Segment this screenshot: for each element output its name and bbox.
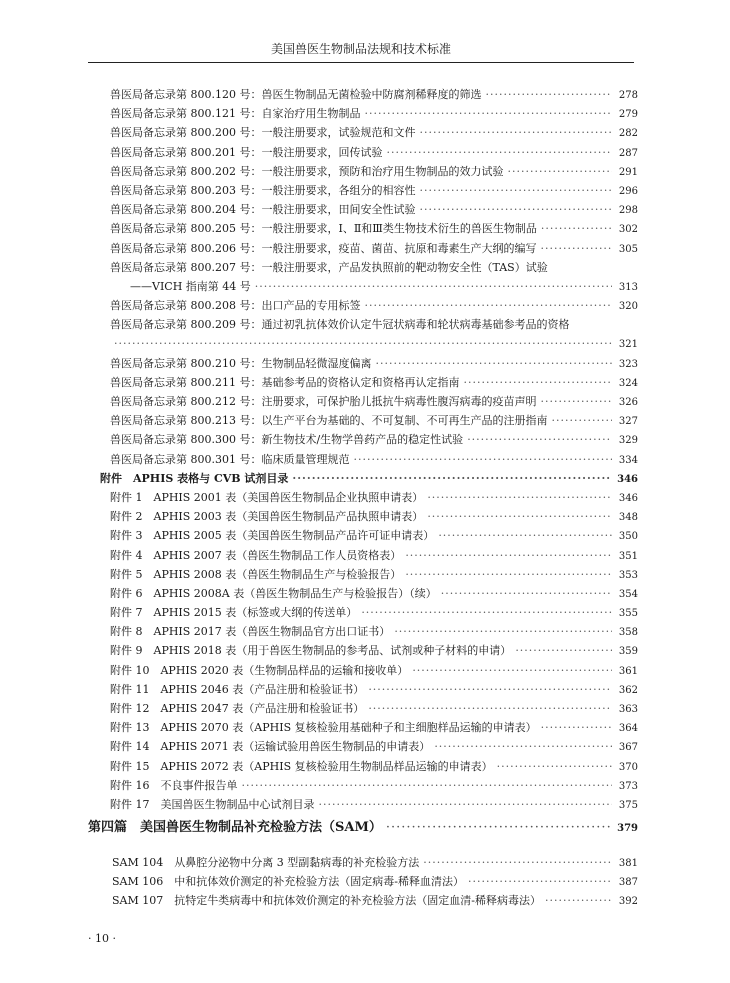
leader-dots	[353, 450, 612, 469]
entry-page-number: 302	[618, 224, 638, 236]
toc-entry[interactable]	[110, 641, 638, 660]
entry-title: 兽医局备忘录第 800.204 号：一般注册要求，田间安全性试验	[110, 203, 416, 217]
toc-entry[interactable]	[110, 718, 638, 737]
entry-title: 附件 15 APHIS 2072 表（APHIS 复核检验用生物制品样品运输的申请表）	[110, 759, 493, 773]
toc-entry[interactable]	[110, 200, 638, 219]
entry-page-number: 282	[618, 128, 638, 140]
leader-dots	[441, 584, 612, 603]
entry-title: 兽医局备忘录第 800.211 号：基础参考品的资格认定和资格再认定指南	[110, 375, 460, 389]
entry-title: 附件 9 APHIS 2018 表（用于兽医生物制品的参考品、试剂或种子材料的申请）	[110, 644, 512, 658]
toc-entry[interactable]	[110, 507, 638, 526]
leader-dots	[551, 411, 612, 430]
entry-title: 兽医局备忘录第 800.207 号：一般注册要求，产品发执照前的靶动物安全性（TAS）试验	[110, 260, 548, 274]
entry-title: 附件 11 APHIS 2046 表（产品注册和检验证书）	[110, 682, 365, 696]
entry-title: 兽医局备忘录第 800.206 号：一般注册要求，疫苗、菌苗、抗原和毒素生产大纲的编写	[110, 241, 537, 255]
toc-entry[interactable]	[110, 661, 638, 680]
entry-title: 兽医局备忘录第 800.300 号：新生物技术/生物学兽药产品的稳定性试验	[110, 433, 464, 447]
entry-page-number: 362	[618, 684, 638, 696]
toc-entry[interactable]	[112, 872, 638, 891]
entry-page-number: 324	[618, 377, 638, 389]
entry-page-number: 373	[618, 780, 638, 792]
entry-title: 兽医局备忘录第 800.209 号：通过初乳抗体效价认定牛冠状病毒和轮状病毒基础参考品的资格	[110, 318, 570, 332]
leader-dots	[319, 795, 613, 814]
entry-page-number: 279	[618, 109, 638, 121]
entry-title: 兽医局备忘录第 800.200 号：一般注册要求，试验规范和文件	[110, 126, 416, 140]
toc-entry[interactable]	[110, 239, 638, 258]
leader-dots	[540, 239, 612, 258]
entry-page-number: 278	[618, 90, 638, 101]
leader-dots	[541, 219, 612, 238]
leader-dots	[364, 296, 612, 315]
entry-page-number: 363	[618, 704, 638, 715]
leader-dots	[364, 104, 612, 123]
toc-entry[interactable]	[110, 430, 638, 449]
toc-entry[interactable]	[110, 622, 638, 641]
leader-dots	[434, 737, 612, 756]
entry-title: ——VICH 指南第 44 号	[130, 279, 251, 293]
entry-page-number: 327	[618, 416, 638, 428]
toc-part-heading[interactable]	[88, 816, 638, 835]
leader-dots	[541, 718, 612, 737]
leader-dots	[463, 373, 612, 392]
entry-title: 附件 16 不良事件报告单	[110, 778, 238, 792]
entry-title: 附件 12 APHIS 2047 表（产品注册和检验证书）	[110, 702, 365, 715]
entry-title: 附件 10 APHIS 2020 表（生物制品样品的运输和接收单）	[110, 663, 409, 677]
toc-entry[interactable]	[110, 85, 638, 104]
part-title: 第四篇 美国兽医生物制品补充检验方法（SAM）	[88, 820, 382, 835]
leader-dots	[419, 200, 612, 219]
entry-page-number: 351	[618, 550, 638, 562]
entry-title: 兽医局备忘录第 800.212 号：注册要求，可保护胎儿抵抗牛病毒性腹泻病毒的疫苗声明	[110, 395, 537, 408]
leader-dots	[368, 680, 612, 699]
entry-page-number: 354	[618, 588, 638, 600]
leader-dots	[114, 334, 612, 353]
leader-dots	[423, 853, 612, 872]
leader-dots	[485, 85, 612, 104]
entry-title: 附件 1 APHIS 2001 表（美国兽医生物制品企业执照申请表）	[110, 490, 424, 504]
entry-title: 附件 3 APHIS 2005 表（美国兽医生物制品产品许可证申请表）	[110, 529, 435, 543]
leader-dots	[468, 872, 612, 891]
toc-entry[interactable]	[110, 181, 638, 200]
toc-entry[interactable]	[110, 680, 638, 699]
leader-dots	[368, 699, 612, 718]
toc-entry[interactable]	[110, 373, 638, 392]
running-header	[88, 40, 634, 63]
toc-entry[interactable]	[110, 546, 638, 565]
entry-page-number: 392	[618, 896, 638, 908]
entry-page-number: 361	[618, 665, 638, 677]
entry-title: 兽医局备忘录第 800.202 号：一般注册要求，预防和治疗用生物制品的效力试验	[110, 164, 504, 178]
toc-entry[interactable]	[110, 315, 638, 334]
entry-page-number: 353	[618, 569, 638, 581]
entry-page-number: 350	[618, 531, 638, 543]
toc-entry[interactable]	[110, 737, 638, 756]
leader-dots	[255, 277, 612, 296]
toc-entry[interactable]	[110, 392, 638, 411]
toc-entry[interactable]	[110, 354, 638, 373]
entry-title: 附件 7 APHIS 2015 表（标签或大纲的传送单）	[110, 606, 358, 620]
leader-dots	[375, 354, 612, 373]
leader-dots	[394, 622, 612, 641]
toc-entry[interactable]	[110, 526, 638, 545]
leader-dots	[515, 641, 612, 660]
toc-entry[interactable]	[110, 334, 638, 353]
toc-entry[interactable]	[110, 565, 638, 584]
entry-page-number: 375	[618, 799, 638, 811]
entry-title: 附件 14 APHIS 2071 表（运输试验用兽医生物制品的申请表）	[110, 740, 431, 754]
leader-dots	[438, 526, 612, 545]
entry-title: 附件 2 APHIS 2003 表（美国兽医生物制品产品执照申请表）	[110, 510, 424, 524]
leader-dots	[386, 820, 612, 835]
leader-dots	[405, 565, 612, 584]
leader-dots	[507, 162, 612, 181]
entry-page-number: 359	[618, 646, 638, 658]
entry-page-number: 387	[618, 877, 638, 889]
page-number: · 10 ·	[88, 932, 116, 945]
toc-entry[interactable]	[112, 891, 638, 910]
entry-page-number: 370	[618, 761, 638, 773]
entry-title: 兽医局备忘录第 800.205 号：一般注册要求，Ⅰ、Ⅱ和Ⅲ类生物技术衍生的兽医生物制品	[110, 222, 537, 236]
entry-title: 附件 13 APHIS 2070 表（APHIS 复核检验用基础种子和主细胞样品运输的申请表）	[110, 721, 537, 735]
leader-dots	[419, 181, 612, 200]
leader-dots	[292, 469, 612, 488]
entry-title: 附件 17 美国兽医生物制品中心试剂目录	[110, 797, 315, 811]
toc-entry[interactable]	[110, 277, 638, 296]
entry-page-number: 329	[618, 435, 638, 447]
leader-dots	[540, 392, 612, 411]
toc-entry[interactable]	[110, 411, 638, 430]
entry-title: 兽医局备忘录第 800.201 号：一般注册要求，回传试验	[110, 145, 383, 159]
entry-page-number: 381	[618, 858, 638, 869]
part-page-number: 379	[617, 823, 638, 834]
entry-title: SAM 107 抗特定牛类病毒中和抗体效价测定的补充检验方法（固定血清-稀释病毒法）	[112, 894, 541, 908]
leader-dots	[405, 546, 612, 565]
leader-dots	[419, 123, 612, 142]
entry-page-number: 305	[618, 243, 638, 255]
entry-title: 附件 APHIS 表格与 CVB 试剂目录	[100, 471, 289, 485]
entry-title: SAM 106 中和抗体效价测定的补充检验方法（固定病毒-稀释血清法）	[112, 875, 464, 889]
entry-title: 兽医局备忘录第 800.301 号：临床质量管理规范	[110, 452, 350, 466]
leader-dots	[242, 776, 613, 795]
entry-title: 兽医局备忘录第 800.210 号：生物制品轻微湿度偏离	[110, 356, 372, 370]
leader-dots	[545, 891, 612, 910]
toc-entry[interactable]	[110, 795, 638, 814]
leader-dots	[467, 430, 612, 449]
entry-page-number: 367	[618, 742, 638, 754]
entry-page-number: 358	[618, 627, 638, 639]
entry-page-number: 298	[618, 205, 638, 217]
toc-entry[interactable]	[110, 123, 638, 142]
entry-page-number: 321	[618, 339, 638, 351]
entry-title: 兽医局备忘录第 800.203 号：一般注册要求，各组分的相容性	[110, 183, 416, 197]
entry-page-number: 348	[618, 512, 638, 524]
toc-entry[interactable]	[110, 258, 638, 277]
toc-entry[interactable]	[110, 296, 638, 315]
leader-dots	[427, 507, 612, 526]
toc-entry[interactable]	[110, 219, 638, 238]
toc-entry[interactable]	[110, 450, 638, 469]
toc-entry[interactable]	[110, 757, 638, 776]
leader-dots	[412, 661, 612, 680]
entry-page-number: 364	[618, 723, 638, 735]
entry-page-number: 355	[618, 608, 638, 620]
toc-entry[interactable]	[110, 488, 638, 507]
toc-entry[interactable]	[110, 104, 638, 123]
entry-title: 附件 4 APHIS 2007 表（兽医生物制品工作人员资格表）	[110, 548, 402, 562]
entry-title: 兽医局备忘录第 800.120 号：兽医生物制品无菌检验中防腐剂稀释度的筛选	[110, 88, 482, 101]
entry-page-number: 313	[618, 281, 638, 293]
toc-entry[interactable]	[110, 699, 638, 718]
toc-entry[interactable]	[110, 143, 638, 162]
entry-page-number: 326	[618, 397, 638, 408]
page-footer	[88, 932, 116, 945]
entry-title: 附件 5 APHIS 2008 表（兽医生物制品生产与检验报告）	[110, 567, 402, 581]
toc-entry[interactable]	[100, 469, 638, 488]
header-title: 美国兽医生物制品法规和技术标准	[270, 42, 451, 56]
entry-page-number: 346	[617, 473, 638, 485]
toc-entry[interactable]	[110, 162, 638, 181]
entry-page-number: 320	[618, 301, 638, 313]
toc-entry[interactable]	[112, 853, 638, 872]
entry-title: 附件 6 APHIS 2008A 表（兽医生物制品生产与检验报告）（续）	[110, 586, 437, 600]
toc-entry[interactable]	[110, 584, 638, 603]
toc-entry[interactable]	[110, 603, 638, 622]
entry-title: 附件 8 APHIS 2017 表（兽医生物制品官方出口证书）	[110, 625, 391, 639]
sam-list	[112, 853, 638, 911]
entry-title: 兽医局备忘录第 800.213 号：以生产平台为基础的、不可复制、不可再生产品的注册指南	[110, 414, 548, 428]
toc-entry[interactable]	[110, 776, 638, 795]
entry-page-number: 296	[618, 185, 638, 197]
entry-title: SAM 104 从鼻腔分泌物中分离 3 型副黏病毒的补充检验方法	[112, 856, 420, 869]
leader-dots	[427, 488, 612, 507]
entry-page-number: 287	[618, 147, 638, 159]
leader-dots	[361, 603, 612, 622]
toc-list	[100, 85, 638, 814]
entry-page-number: 291	[618, 166, 638, 178]
entry-title: 兽医局备忘录第 800.121 号：自家治疗用生物制品	[110, 107, 361, 121]
leader-dots	[386, 143, 612, 162]
entry-page-number: 334	[618, 454, 638, 466]
entry-page-number: 346	[618, 492, 638, 504]
entry-title: 兽医局备忘录第 800.208 号：出口产品的专用标签	[110, 299, 361, 313]
leader-dots	[497, 757, 612, 776]
entry-page-number: 323	[618, 358, 638, 370]
